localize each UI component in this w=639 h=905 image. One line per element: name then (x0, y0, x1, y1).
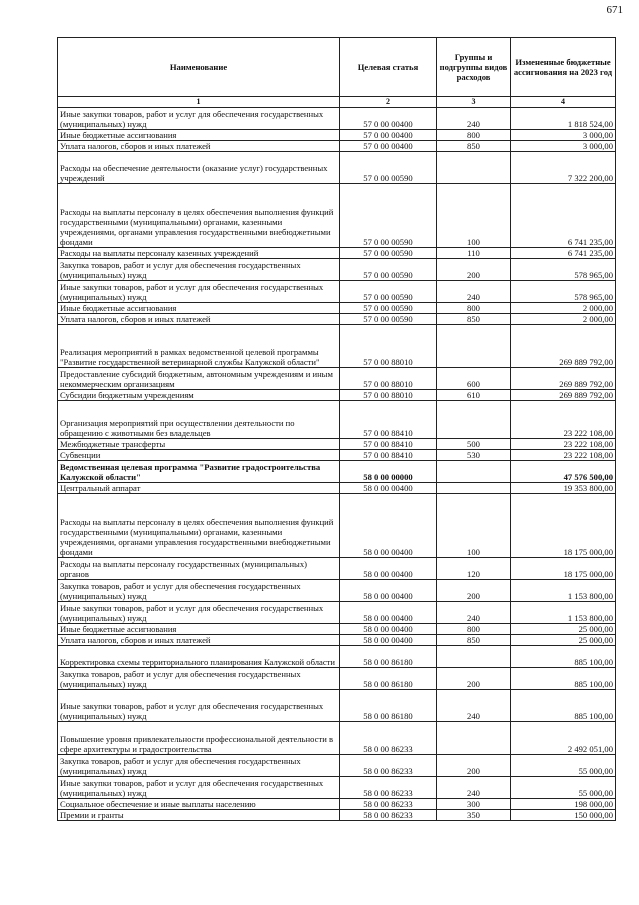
row-amount: 23 222 108,00 (511, 450, 616, 461)
table-row (58, 152, 616, 184)
table-row (58, 755, 616, 777)
table-row (58, 314, 616, 325)
table-row (58, 439, 616, 450)
row-expense-group: 800 (437, 130, 511, 141)
row-name: Закупка товаров, работ и услуг для обеспечения государственных (муниципальных) нужд (58, 259, 340, 281)
row-expense-group: 100 (437, 184, 511, 248)
row-name: Иные закупки товаров, работ и услуг для обеспечения государственных (муниципальных) нужд (58, 108, 340, 130)
row-amount: 269 889 792,00 (511, 325, 616, 368)
row-target-article: 57 0 00 88410 (340, 439, 437, 450)
row-amount: 25 000,00 (511, 624, 616, 635)
row-expense-group: 200 (437, 259, 511, 281)
table-row (58, 580, 616, 602)
table-row (58, 635, 616, 646)
row-amount: 2 000,00 (511, 303, 616, 314)
row-name: Иные закупки товаров, работ и услуг для обеспечения государственных (муниципальных) нужд (58, 690, 340, 722)
row-target-article: 57 0 00 00590 (340, 314, 437, 325)
row-target-article: 58 0 00 86180 (340, 646, 437, 668)
row-expense-group: 850 (437, 635, 511, 646)
table-row (58, 390, 616, 401)
row-amount: 18 175 000,00 (511, 558, 616, 580)
row-amount: 1 818 524,00 (511, 108, 616, 130)
row-amount: 885 100,00 (511, 690, 616, 722)
row-name: Уплата налогов, сборов и иных платежей (58, 141, 340, 152)
row-amount: 885 100,00 (511, 668, 616, 690)
table-row (58, 483, 616, 494)
row-target-article: 58 0 00 00000 (340, 461, 437, 483)
table-row (58, 810, 616, 821)
row-target-article: 57 0 00 88410 (340, 450, 437, 461)
row-amount: 578 965,00 (511, 281, 616, 303)
row-expense-group (437, 722, 511, 755)
row-amount: 18 175 000,00 (511, 494, 616, 558)
row-amount: 23 222 108,00 (511, 439, 616, 450)
row-expense-group: 610 (437, 390, 511, 401)
table-row (58, 799, 616, 810)
table-row (58, 259, 616, 281)
row-target-article: 57 0 00 00590 (340, 184, 437, 248)
row-amount: 55 000,00 (511, 777, 616, 799)
row-amount: 3 000,00 (511, 130, 616, 141)
row-amount: 1 153 800,00 (511, 580, 616, 602)
table-row (58, 558, 616, 580)
row-expense-group: 600 (437, 368, 511, 390)
col-number-4: 4 (511, 97, 616, 108)
table-row (58, 624, 616, 635)
row-amount: 1 153 800,00 (511, 602, 616, 624)
row-name: Ведомственная целевая программа "Развитие градостроительства Калужской области" (58, 461, 340, 483)
row-name: Премии и гранты (58, 810, 340, 821)
row-name: Реализация мероприятий в рамках ведомственной целевой программы "Развитие государственной ветеринарной службы Калужской области" (58, 325, 340, 368)
row-target-article: 57 0 00 00400 (340, 108, 437, 130)
row-amount: 7 322 200,00 (511, 152, 616, 184)
row-target-article: 58 0 00 00400 (340, 635, 437, 646)
row-name: Иные бюджетные ассигнования (58, 624, 340, 635)
row-expense-group: 200 (437, 580, 511, 602)
row-target-article: 57 0 00 00590 (340, 281, 437, 303)
row-expense-group (437, 461, 511, 483)
row-target-article: 58 0 00 86233 (340, 810, 437, 821)
row-name: Субвенции (58, 450, 340, 461)
row-name: Закупка товаров, работ и услуг для обеспечения государственных (муниципальных) нужд (58, 580, 340, 602)
table-row (58, 325, 616, 368)
table-row (58, 184, 616, 248)
row-name: Расходы на обеспечение деятельности (оказание услуг) государственных учреждений (58, 152, 340, 184)
row-name: Расходы на выплаты персоналу казенных учреждений (58, 248, 340, 259)
table-row (58, 303, 616, 314)
row-target-article: 58 0 00 86180 (340, 668, 437, 690)
row-name: Предоставление субсидий бюджетным, автономным учреждениям и иным некоммерческим организациям (58, 368, 340, 390)
row-target-article: 57 0 00 88410 (340, 401, 437, 439)
table-row (58, 494, 616, 558)
row-name: Иные закупки товаров, работ и услуг для обеспечения государственных (муниципальных) нужд (58, 602, 340, 624)
row-amount: 269 889 792,00 (511, 390, 616, 401)
row-expense-group: 240 (437, 690, 511, 722)
row-target-article: 57 0 00 00400 (340, 130, 437, 141)
table-row (58, 450, 616, 461)
header-expense-groups: Группы и подгруппы видов расходов (437, 38, 511, 97)
budget-table (57, 37, 616, 821)
table-row (58, 141, 616, 152)
row-expense-group: 850 (437, 141, 511, 152)
row-expense-group: 800 (437, 303, 511, 314)
row-target-article: 58 0 00 86233 (340, 777, 437, 799)
row-amount: 55 000,00 (511, 755, 616, 777)
row-name: Иные закупки товаров, работ и услуг для обеспечения государственных (муниципальных) нужд (58, 777, 340, 799)
row-name: Уплата налогов, сборов и иных платежей (58, 314, 340, 325)
page-number: 671 (606, 4, 623, 16)
row-amount: 885 100,00 (511, 646, 616, 668)
row-target-article: 57 0 00 88010 (340, 325, 437, 368)
row-expense-group: 800 (437, 624, 511, 635)
row-amount: 23 222 108,00 (511, 401, 616, 439)
row-target-article: 58 0 00 86233 (340, 799, 437, 810)
row-target-article: 57 0 00 88010 (340, 368, 437, 390)
row-expense-group: 240 (437, 777, 511, 799)
row-expense-group: 530 (437, 450, 511, 461)
table-row (58, 248, 616, 259)
row-amount: 3 000,00 (511, 141, 616, 152)
row-expense-group: 240 (437, 602, 511, 624)
table-row (58, 690, 616, 722)
row-amount: 47 576 500,00 (511, 461, 616, 483)
row-target-article: 58 0 00 00400 (340, 580, 437, 602)
row-name: Субсидии бюджетным учреждениям (58, 390, 340, 401)
row-name: Расходы на выплаты персоналу в целях обеспечения выполнения функций государственными (муниципальными) органами, казенными учреждениями, органами управления государственными внебюджетными фондами (58, 494, 340, 558)
table-row (58, 461, 616, 483)
row-expense-group (437, 152, 511, 184)
table-row (58, 777, 616, 799)
row-target-article: 57 0 00 00590 (340, 303, 437, 314)
row-name: Социальное обеспечение и иные выплаты населению (58, 799, 340, 810)
row-name: Повышение уровня привлекательности профессиональной деятельности в сфере архитектуры и градостроительства (58, 722, 340, 755)
table-row (58, 646, 616, 668)
row-target-article: 57 0 00 88010 (340, 390, 437, 401)
row-expense-group (437, 646, 511, 668)
row-name: Закупка товаров, работ и услуг для обеспечения государственных (муниципальных) нужд (58, 755, 340, 777)
table-row (58, 401, 616, 439)
table-row (58, 722, 616, 755)
row-expense-group (437, 401, 511, 439)
header-target-article: Целевая статья (340, 38, 437, 97)
row-name: Уплата налогов, сборов и иных платежей (58, 635, 340, 646)
row-name: Иные бюджетные ассигнования (58, 303, 340, 314)
row-amount: 2 492 051,00 (511, 722, 616, 755)
row-name: Организация мероприятий при осуществлении деятельности по обращению с животными без владельцев (58, 401, 340, 439)
row-target-article: 58 0 00 00400 (340, 558, 437, 580)
table-row (58, 130, 616, 141)
header-name: Наименование (58, 38, 340, 97)
row-target-article: 57 0 00 00590 (340, 259, 437, 281)
row-target-article: 57 0 00 00400 (340, 141, 437, 152)
row-target-article: 58 0 00 86233 (340, 755, 437, 777)
row-target-article: 58 0 00 00400 (340, 602, 437, 624)
row-target-article: 58 0 00 86180 (340, 690, 437, 722)
row-amount: 2 000,00 (511, 314, 616, 325)
row-expense-group: 350 (437, 810, 511, 821)
table-row (58, 108, 616, 130)
header-budget-allocations: Измененные бюджетные ассигнования на 2023 год (511, 38, 616, 97)
row-amount: 6 741 235,00 (511, 184, 616, 248)
row-expense-group (437, 483, 511, 494)
row-amount: 198 000,00 (511, 799, 616, 810)
row-name: Расходы на выплаты персоналу государственных (муниципальных) органов (58, 558, 340, 580)
row-target-article: 58 0 00 00400 (340, 494, 437, 558)
row-expense-group: 200 (437, 668, 511, 690)
row-amount: 19 353 800,00 (511, 483, 616, 494)
row-target-article: 58 0 00 00400 (340, 483, 437, 494)
row-amount: 578 965,00 (511, 259, 616, 281)
row-target-article: 57 0 00 00590 (340, 248, 437, 259)
row-expense-group: 200 (437, 755, 511, 777)
row-expense-group: 110 (437, 248, 511, 259)
row-expense-group (437, 325, 511, 368)
row-name: Расходы на выплаты персоналу в целях обеспечения выполнения функций государственными (муниципальными) органами, казенными учреждениями, органами управления государственными внебюджетными фондами (58, 184, 340, 248)
row-name: Центральный аппарат (58, 483, 340, 494)
table-row (58, 368, 616, 390)
row-expense-group: 120 (437, 558, 511, 580)
row-target-article: 58 0 00 00400 (340, 624, 437, 635)
table-body (58, 108, 616, 821)
row-amount: 269 889 792,00 (511, 368, 616, 390)
row-name: Корректировка схемы территориального планирования Калужской области (58, 646, 340, 668)
row-expense-group: 850 (437, 314, 511, 325)
row-target-article: 57 0 00 00590 (340, 152, 437, 184)
row-expense-group: 240 (437, 108, 511, 130)
row-expense-group: 240 (437, 281, 511, 303)
row-name: Закупка товаров, работ и услуг для обеспечения государственных (муниципальных) нужд (58, 668, 340, 690)
row-name: Межбюджетные трансферты (58, 439, 340, 450)
row-amount: 6 741 235,00 (511, 248, 616, 259)
row-name: Иные бюджетные ассигнования (58, 130, 340, 141)
col-number-1: 1 (58, 97, 340, 108)
row-amount: 25 000,00 (511, 635, 616, 646)
row-expense-group: 300 (437, 799, 511, 810)
row-name: Иные закупки товаров, работ и услуг для обеспечения государственных (муниципальных) нужд (58, 281, 340, 303)
row-expense-group: 100 (437, 494, 511, 558)
row-expense-group: 500 (437, 439, 511, 450)
col-number-3: 3 (437, 97, 511, 108)
col-number-2: 2 (340, 97, 437, 108)
table-row (58, 668, 616, 690)
table-row (58, 281, 616, 303)
row-target-article: 58 0 00 86233 (340, 722, 437, 755)
row-amount: 150 000,00 (511, 810, 616, 821)
table-row (58, 602, 616, 624)
